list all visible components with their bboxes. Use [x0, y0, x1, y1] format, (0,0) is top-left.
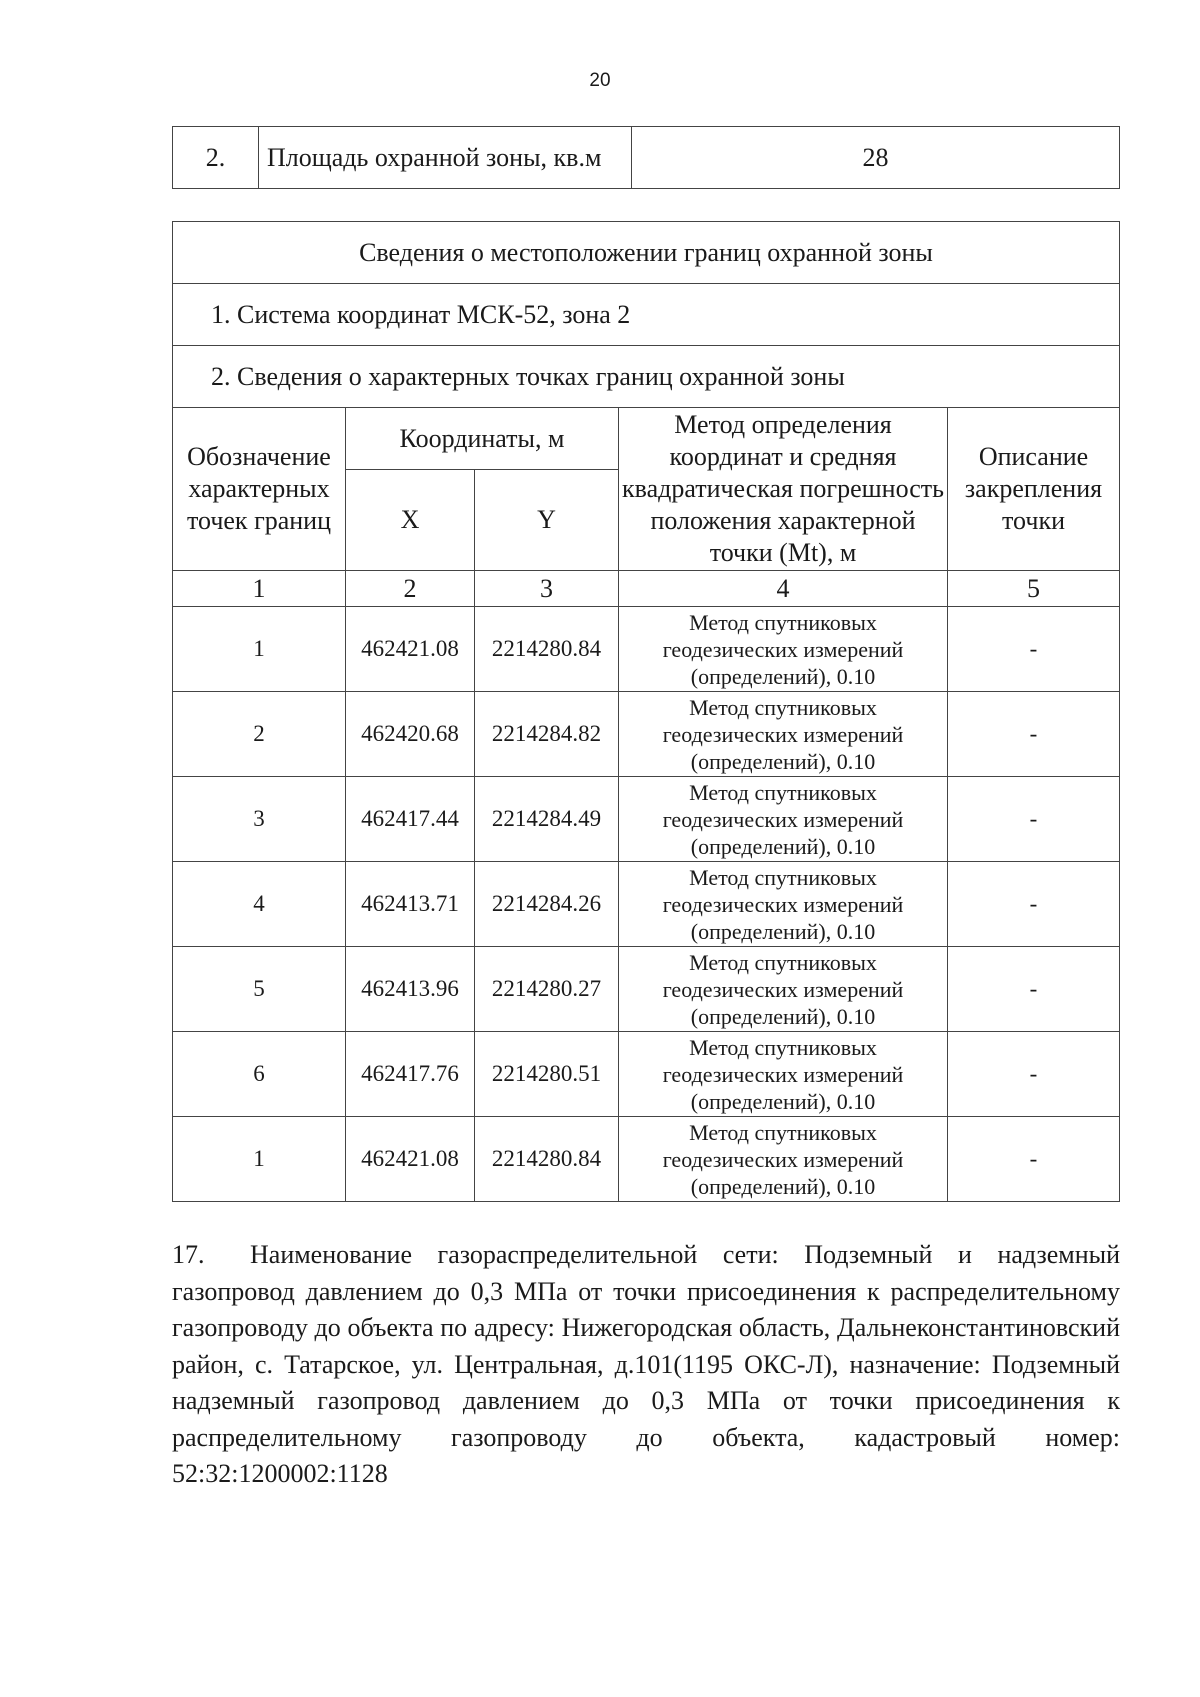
- point-id: 4: [173, 862, 346, 947]
- column-number: 5: [948, 571, 1120, 607]
- table-row: [173, 1117, 1120, 1202]
- x-coordinate: 462413.96: [346, 947, 475, 1032]
- column-number: 1: [173, 571, 346, 607]
- method: Метод спутниковых геодезических измерений (определений), 0.10: [619, 777, 948, 862]
- table-row: [173, 692, 1120, 777]
- x-coordinate: 462417.76: [346, 1032, 475, 1117]
- x-coordinate: 462417.44: [346, 777, 475, 862]
- point-description: -: [948, 607, 1120, 692]
- point-id: 5: [173, 947, 346, 1032]
- area-table: [172, 126, 1120, 189]
- table-row: [173, 862, 1120, 947]
- y-coordinate: 2214284.26: [475, 862, 619, 947]
- table-row: [173, 1032, 1120, 1117]
- area-row: [173, 127, 1120, 189]
- paragraph-text: Наименование газораспределительной сети: Подземный и надземный газопровод давлением до 0,3 МПа от точки присоединения к распределительному газопроводу до объекта по адресу: Нижегородская область, Дальнеконстантиновский район, с. Татарское, ул. Центральная, д.101(1195 ОКС-Л), назначение: Подземный надземный газопровод давлением до 0,3 МПа от точки присоединения к распределительному газопроводу до объекта, кадастровый номер: 52:32:1200002:1128: [172, 1240, 1120, 1488]
- header-row: [173, 408, 1120, 470]
- method: Метод спутниковых геодезических измерений (определений), 0.10: [619, 862, 948, 947]
- column-number: 4: [619, 571, 948, 607]
- point-description: -: [948, 777, 1120, 862]
- method: Метод спутниковых геодезических измерений (определений), 0.10: [619, 692, 948, 777]
- point-id: 1: [173, 607, 346, 692]
- header-x: X: [346, 470, 475, 571]
- column-number: 2: [346, 571, 475, 607]
- y-coordinate: 2214280.27: [475, 947, 619, 1032]
- method: Метод спутниковых геодезических измерений (определений), 0.10: [619, 1032, 948, 1117]
- x-coordinate: 462420.68: [346, 692, 475, 777]
- y-coordinate: 2214280.84: [475, 607, 619, 692]
- method: Метод спутниковых геодезических измерений (определений), 0.10: [619, 1117, 948, 1202]
- table-row: [173, 777, 1120, 862]
- y-coordinate: 2214280.51: [475, 1032, 619, 1117]
- paragraph-number: 17.: [172, 1240, 205, 1269]
- coordinates-table: [172, 221, 1120, 1202]
- y-coordinate: 2214284.49: [475, 777, 619, 862]
- x-coordinate: 462421.08: [346, 607, 475, 692]
- x-coordinate: 462413.71: [346, 862, 475, 947]
- y-coordinate: 2214280.84: [475, 1117, 619, 1202]
- point-id: 2: [173, 692, 346, 777]
- points-heading-row: [173, 346, 1120, 408]
- coordinate-system: 1. Система координат МСК-52, зона 2: [173, 284, 1120, 346]
- x-coordinate: 462421.08: [346, 1117, 475, 1202]
- table-title-row: [173, 222, 1120, 284]
- column-number: 3: [475, 571, 619, 607]
- method: Метод спутниковых геодезических измерений (определений), 0.10: [619, 607, 948, 692]
- header-method: Метод определения координат и средняя квадратическая погрешность положения характерной точки (Mt), м: [619, 408, 948, 571]
- point-description: -: [948, 947, 1120, 1032]
- area-row-number: 2.: [173, 127, 259, 189]
- coordinate-system-row: [173, 284, 1120, 346]
- page-number: 20: [589, 70, 611, 91]
- point-id: 3: [173, 777, 346, 862]
- point-id: 1: [173, 1117, 346, 1202]
- point-description: -: [948, 1117, 1120, 1202]
- area-label: Площадь охранной зоны, кв.м: [259, 127, 632, 189]
- point-description: -: [948, 862, 1120, 947]
- y-coordinate: 2214284.82: [475, 692, 619, 777]
- point-description: -: [948, 1032, 1120, 1117]
- table-title: Сведения о местоположении границ охранной зоны: [173, 222, 1120, 284]
- header-description: Описание закрепления точки: [948, 408, 1120, 571]
- paragraph-17: [172, 1237, 1120, 1493]
- header-y: Y: [475, 470, 619, 571]
- column-numbers-row: [173, 571, 1120, 607]
- table-row: [173, 607, 1120, 692]
- table-row: [173, 947, 1120, 1032]
- points-heading: 2. Сведения о характерных точках границ охранной зоны: [173, 346, 1120, 408]
- point-id: 6: [173, 1032, 346, 1117]
- point-description: -: [948, 692, 1120, 777]
- method: Метод спутниковых геодезических измерений (определений), 0.10: [619, 947, 948, 1032]
- area-value: 28: [632, 127, 1120, 189]
- header-designation: Обозначение характерных точек границ: [173, 408, 346, 571]
- header-coordinates: Координаты, м: [346, 408, 619, 470]
